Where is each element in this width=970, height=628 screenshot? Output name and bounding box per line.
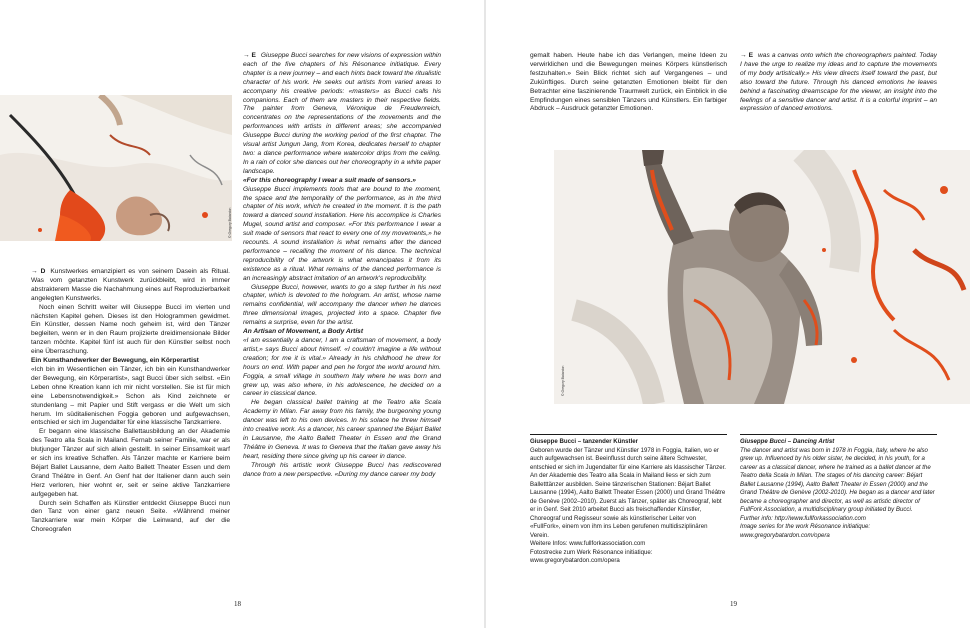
page-number-left: 18 [234, 600, 241, 608]
en-paragraph: Giuseppe Bucci implements tools that are bound to the moment, the space and the temporality of the performance, as in the third chapter of his work, which he created in the moment. It is the path toward a danced sound installation. Here his accomplice is Charles Mugel, sound artist and composer. «For this performance I wear a suit made of sensors that react to every one of my movements,» he recounts. A sound installation is what remains after the danced performance – recalling the moment of his dance. The technical reproducibility of the artwork is what emancipates it from its existence as a ritual. What remains of the danced performance is an increasingly abstract imitation of an artwork's reproducibility. [243, 185, 441, 282]
paint-photo-left [0, 95, 232, 241]
website-link[interactable]: www.fullforkassociation.com [569, 540, 646, 548]
bio-body: Geboren wurde der Tänzer und Künstler 1978 in Foggia, Italien, wo er auch aufgewachsen ist. Beeinflusst durch seine ältere Schwester, entschied er sich im Jugendalter für eine Karriere als klassischer Tänzer. An der Akademie des Teatro alla Scala in Mailand liess er sich zum Balletttänzer ausbilden. Seine tänzerischen Stationen: Béjart Ballet Lausanne (1994), Aalto Ballett Theater Essen (2000) und Grand Théâtre de Genève (2002–2010). Zuerst als Tänzer, später als Choreograf, lebt er in Genf. Seit 2010 arbeitet Bucci als freischaffender Künstler, Choreograf und Regisseur sowie als künstlerischer Leiter von «FullFork», einem von ihm ins Leben gerufenen multidisziplinären Verein. [530, 446, 726, 539]
en-paragraph: Giuseppe Bucci, however, wants to go a step further in his next chapter, which is devoted to the hologram. An artist, whose name remains confidential, will accompany the dancer when he dances three dimensional images, projected into a space. Chapter five remains a surprise, even for the artist. [243, 283, 441, 327]
photo-series-link[interactable]: www.gregorybatardon.com/opera [530, 557, 620, 565]
de-subheading: Ein Kunsthandwerker der Bewegung, ein Körperartist [31, 357, 199, 365]
en-paragraph-intro: → E Giuseppe Bucci searches for new visions of expression within each of the five chapters of his Résonance initiatique. Every chapter is a new journey – and each hints back toward the ritualistic character of his work. He seeks out artists from varied areas to accompany his creative periods: «masters» as Bucci calls his companions. Each of them are masters in their respective fields. The painter from Geneva, Véronique de Freudenreich, concentrates on the representations of the movements and the performances with artists in different areas; she accompanied Giuseppe Bucci during the working period of the first chapter. The visual artist Jungun Jang, from Korea, dedicates herself to chapter two: a dance performance where watercolor drips from the ceiling. In a rain of color she dances out her choreography in a white paper landscape. [243, 52, 441, 175]
de-paragraph-intro: → D Kunstwerkes emanzipiert es von seinem Dasein als Ritual. Was vom getanzten Kunstwerk zurückbleibt, wird in immer abstrakterem Masse die Nachahmung eines auf Reproduzierbarkeit angelegten Kunstwerks. [31, 268, 230, 302]
photo-credit-left: © Gregory Batardon [228, 207, 232, 238]
left-page [0, 0, 484, 628]
dancer-artwork-image [554, 150, 970, 404]
en-paragraph-continued: → E was a canvas onto which the choreographers painted. Today I have the urge to realize my ideas and to capture the movements of my body artistically.» His view directs itself toward the past, but also toward the future. Through his danced emotions he leaves behind a fascinating dreamscape for the viewer, an insight into the feelings of a sensitive dancer and artist. It is a colorful imprint – an expression of danced emotions. [740, 52, 937, 113]
en-pull-quote: «For this choreography I wear a suit made of sensors.» [243, 176, 416, 184]
german-column-continued: gemalt haben. Heute habe ich das Verlangen, meine Ideen zu verwirklichen und die Bewegungen meines Körpers künstlerisch festzuhalten.» Sein Blick richtet sich auf Vergangenes – und Zukünftiges. Durch seine getanzten Emotionen bleibt für den Betrachter eine faszinierende Traumwelt zurück, ein Einblick in die Empfindungen eines sensiblen Tänzers und Künstlers. Ein farbiger Abdruck – Ausdruck getanzter Emotionen. [530, 52, 727, 113]
en-paragraph: Through his artistic work Giuseppe Bucci has rediscovered dance from a new perspective. «During my dance career my body [243, 461, 441, 478]
bio-title: Giuseppe Bucci – Dancing Artist [740, 438, 835, 446]
dancer-photo [554, 150, 970, 404]
english-column-continued [740, 52, 937, 124]
photo-series-link[interactable]: www.gregorybatardon.com/opera [740, 531, 830, 539]
de-paragraph: Durch sein Schaffen als Künstler entdeckt Giuseppe Bucci nun den Tanz von einer ganz neuen Seite. «Während meiner Tanzkarriere war mein Körper die Leinwand, auf der die Choreografen [31, 499, 230, 534]
page-number-right: 19 [730, 600, 737, 608]
de-paragraph: Er begann eine klassische Ballettausbildung an der Akademie des Teatro alla Scala in Mailand. Fernab seiner Familie, war er als blutjunger Tänzer auf sich allein gestellt. In seiner Einsamkeit warf er sich ins kreative Schaffen. Als Tänzer machte er Karriere beim Béjart Ballet Lausanne, dem Aalto Ballett Theater Essen und dem Grand Théâtre in Genf. An Genf hat der Italiener dann auch sein Herz verloren, hier wohnt er, seit er seine aktive Tanzkarriere aufgegeben hat. [31, 428, 230, 498]
bio-info-label: Further info: [740, 514, 773, 522]
bio-rule [740, 434, 937, 435]
english-marker: → E [243, 52, 256, 59]
bio-series-label: Fotostrecke zum Werk Résonance initiatique: [530, 548, 653, 556]
de-paragraph: Noch einen Schritt weiter will Giuseppe Bucci im vierten und nächsten Kapitel gehen. Dieses ist den Hologrammen gewidmet. Ein Künstler, dessen Name noch geheim ist, wird den Tänzer begleiten, wenn er in den Raum projizierte dreidimensionale Bilder tanzen möchte. Kapitel fünf ist auch für den Künstler selbst noch eine Überraschung. [31, 303, 230, 356]
en-paragraph: He began classical ballet training at the Teatro alla Scala Academy in Milan. Far away from his family, the burgeoning young dancer was left to his own devices. In his solace he threw himself into creative work. As a dancer, his career spanned the Béjart Ballet in Lausanne, the Aalto Ballett Theater in Essen and the Grand Théâtre in Geneva. It was to Geneva that the Italian gave away his heart, residing there since giving up his career in dance. [243, 399, 441, 460]
photo-credit-right: © Gregory Batardon [561, 365, 565, 396]
bio-info-line [740, 515, 937, 524]
bio-info-line [530, 540, 727, 549]
bio-rule [530, 434, 727, 435]
bio-info-label: Weitere Infos: [530, 540, 568, 548]
paint-artwork-image [0, 95, 232, 241]
bio-box-german [530, 434, 727, 594]
bio-series-label: Image series for the work Résonance initiatique: [740, 523, 871, 531]
en-subheading: An Artisan of Movement, a Body Artist [243, 328, 364, 336]
german-column [31, 268, 230, 598]
right-page [486, 0, 970, 628]
english-marker: → E [740, 52, 754, 59]
german-marker: → D [31, 268, 46, 275]
en-paragraph: «I am essentially a dancer, I am a craftsman of movement, a body artist,» says Bucci about himself. «I couldn't imagine a life without creation; for me it is vital.» Already in his childhood he drew for hours on end. With paper and pen he forgot the world around him. Foggia, a small village in southern Italy where he was born and grew up, was also where, in his adolescence, he decided on a career in classical dance. [243, 337, 441, 398]
website-link[interactable]: http://www.fullforkassociation.com [774, 514, 867, 522]
bio-title: Giuseppe Bucci – tanzender Künstler [530, 438, 639, 446]
bio-body: The dancer and artist was born in 1978 in Foggia, Italy, where he also grew up. Influenced by his older sister, he decided, in his youth, for a career as a classical dancer, where he trained as a ballet dancer at the Teatro della Scala in Milan. The stages of his dancing career: Béjart Ballet Lausanne (1994), Aalto Ballett Theater in Essen (2000) and the Grand Théâtre de Genève (2002-2010). He began as a dancer and later became a choreographer and director, as well as artistic director of FullFork Association, a multidisciplinary group initiated by Bucci. [740, 446, 935, 514]
english-column [243, 52, 441, 598]
de-paragraph: «Ich bin im Wesentlichen ein Tänzer, ich bin ein Kunsthandwerker der Bewegung, ein Körperartist», sagt Bucci über sich selbst. «Ein Leben ohne Kreation kann ich mir nicht vorstellen. Sie ist für mich eine Lebensnotwendigkeit.» Schon als Kind zeichnete er stundenlang – mit Papier und Stift vergass er die Welt um sich herum. Im süditalienischen Foggia geboren und aufgewachsen, entschied er sich im Jugendalter für eine klassische Tanzkarriere. [31, 365, 230, 427]
bio-box-english [740, 434, 937, 594]
